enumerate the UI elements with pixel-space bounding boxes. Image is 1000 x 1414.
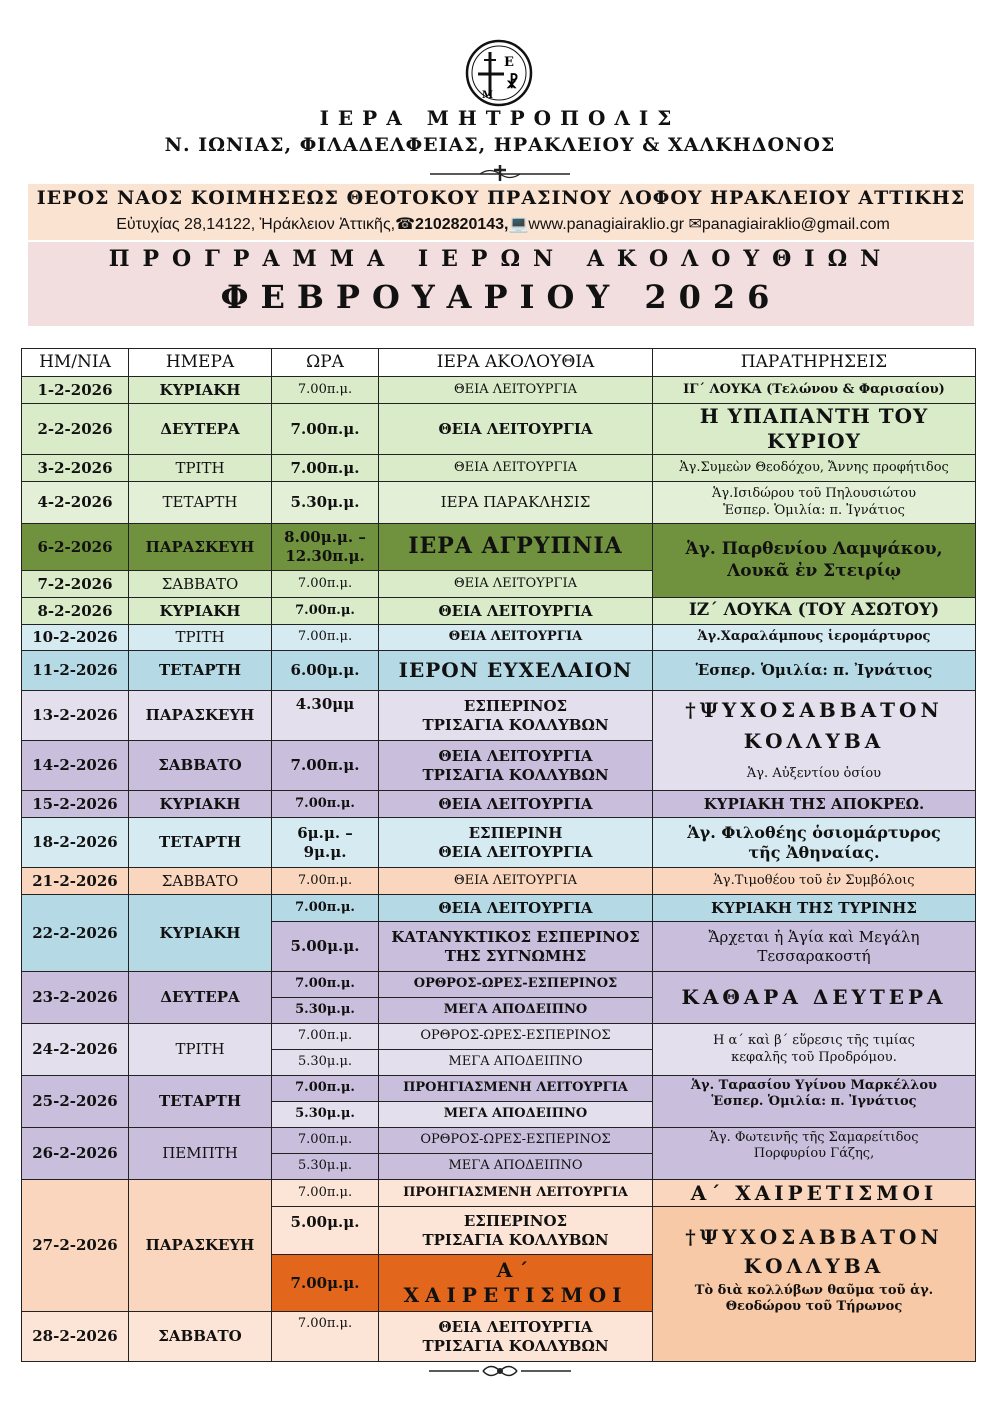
day-cell: ΤΡΙΤΗ: [129, 1024, 272, 1076]
svg-text:Ε: Ε: [504, 55, 514, 70]
time-cell: 7.00π.μ.: [272, 1076, 379, 1102]
note-line: †ΨΥΧΟΣΑΒΒΑΤΟΝ: [685, 1225, 943, 1249]
day-cell: ΠΕΜΠΤΗ: [129, 1128, 272, 1180]
date-cell: 15-2-2026: [22, 791, 129, 818]
note-line: Ἁγ. Παρθενίου Λαμψάκου,: [685, 539, 943, 560]
note-cell: ΚΥΡΙΑΚΗ ΤΗΣ ΑΠΟΚΡΕΩ.: [653, 791, 976, 818]
note-line: Ἁγ. Φωτεινῆς τῆς Σαμαρείτιδος: [709, 1130, 919, 1145]
address-text: Εὐτυχίας 28,14122, Ἡράκλειον Ἀττικῆς,: [116, 216, 396, 233]
time-cell: 7.00π.μ.: [272, 1024, 379, 1050]
day-cell: ΚΥΡΙΑΚΗ: [129, 377, 272, 404]
day-cell: ΤΡΙΤΗ: [129, 455, 272, 482]
service-cell: ΘΕΙΑ ΛΕΙΤΟΥΡΓΙΑ: [379, 571, 653, 598]
time-cell: 7.00π.μ.: [272, 791, 379, 818]
note-line: †ΨΥΧΟΣΑΒΒΑΤΟΝ: [685, 698, 943, 723]
service-line: ΕΣΠΕΡΙΝΗ: [468, 823, 563, 842]
day-cell: ΚΥΡΙΑΚΗ: [129, 791, 272, 818]
service-line: ΚΑΤΑΝΥΚΤΙΚΟΣ ΕΣΠΕΡΙΝΟΣ: [391, 927, 640, 946]
day-cell: ΣΑΒΒΑΤΟ: [129, 571, 272, 598]
time-cell: 7.00μ.μ.: [272, 1255, 379, 1312]
service-line: ΧΑΙΡΕΤΙΣΜΟΙ: [403, 1283, 628, 1307]
note-cell: [653, 1128, 976, 1180]
time-cell: [272, 818, 379, 868]
time-cell: 6.00μ.μ.: [272, 651, 379, 691]
date-cell: 10-2-2026: [22, 625, 129, 651]
day-cell: ΔΕΥΤΕΡΑ: [129, 404, 272, 455]
note-cell: ΚΥΡΙΑΚΗ ΤΗΣ ΤΥΡΙΝΗΣ: [653, 895, 976, 922]
service-line: ΘΕΙΑ ΛΕΙΤΟΥΡΓΙΑ: [438, 746, 593, 765]
note-cell: Ἁγ.Συμεὼν Θεοδόχου, Ἄννης προφήτιδος: [653, 455, 976, 482]
time-cell: 7.00π.μ.: [272, 741, 379, 791]
note-cell: Ἁγ.Τιμοθέου τοῦ ἐν Συμβόλοις: [653, 868, 976, 895]
time-line: 9μ.μ.: [303, 842, 347, 861]
time-line: 8.00μ.μ. –: [284, 528, 366, 547]
note-line: Ἁγ. Φιλοθέης ὁσιομάρτυρος: [687, 822, 941, 842]
note-cell: ΙΓ΄ ΛΟΥΚΑ (Τελώνου & Φαρισαίου): [653, 377, 976, 404]
service-line: ΕΣΠΕΡΙΝΟΣ: [463, 696, 568, 715]
service-cell: [379, 1255, 653, 1312]
time-cell: 5.00μ.μ.: [272, 922, 379, 972]
col-date-header: ΗΜ/ΝΙΑ: [22, 349, 129, 377]
time-cell: 7.00π.μ.: [272, 455, 379, 482]
date-cell: 23-2-2026: [22, 972, 129, 1024]
table-row: [22, 691, 976, 741]
day-cell: ΣΑΒΒΑΤΟ: [129, 1312, 272, 1362]
service-cell: ΘΕΙΑ ΛΕΙΤΟΥΡΓΙΑ: [379, 377, 653, 404]
service-line: ΤΡΙΣΑΓΙΑ ΚΟΛΛΥΒΩΝ: [422, 1230, 609, 1249]
table-row: [22, 1128, 976, 1154]
service-cell: ΘΕΙΑ ΛΕΙΤΟΥΡΓΙΑ: [379, 455, 653, 482]
table-row: [22, 651, 976, 691]
time-cell: 5.00μ.μ.: [272, 1207, 379, 1255]
note-cell: [653, 922, 976, 972]
service-cell: ΜΕΓΑ ΑΠΟΔΕΙΠΝΟ: [379, 998, 653, 1024]
time-cell: 5.30μ.μ.: [272, 998, 379, 1024]
note-cell: ΚΑΘΑΡΑ ΔΕΥΤΕΡΑ: [653, 972, 976, 1024]
note-line: Θεοδώρου τοῦ Τήρωνος: [725, 1299, 903, 1315]
time-line: 6μ.μ. –: [297, 823, 353, 842]
service-cell: ΜΕΓΑ ΑΠΟΔΕΙΠΝΟ: [379, 1154, 653, 1180]
note-line: Η α΄ καὶ β΄ εὕρεσις τῆς τιμίας: [713, 1033, 915, 1049]
table-row: [22, 791, 976, 818]
note-cell: Α΄ ΧΑΙΡΕΤΙΣΜΟΙ: [653, 1180, 976, 1207]
church-info-band: [28, 184, 974, 240]
date-cell: 28-2-2026: [22, 1312, 129, 1362]
note-line: Ἑσπερ. Ὁμιλία: π. Ἰγνάτιος: [711, 1094, 917, 1110]
date-cell: 26-2-2026: [22, 1128, 129, 1180]
note-cell: ΙΖ΄ ΛΟΥΚΑ (ΤΟΥ ΑΣΩΤΟΥ): [653, 598, 976, 625]
time-cell: 7.00π.μ.: [272, 377, 379, 404]
metropolis-subtitle: Ν. ΙΩΝΙΑΣ, ΦΙΛΑΔΕΛΦΕΙΑΣ, ΗΡΑΚΛΕΙΟΥ & ΧΑΛΚΗΔΟΝΟΣ: [164, 134, 836, 156]
note-line: ΚΟΛΛΥΒΑ: [743, 729, 885, 754]
table-row: [22, 377, 976, 404]
day-cell: ΤΕΤΑΡΤΗ: [129, 651, 272, 691]
service-cell: ΘΕΙΑ ΛΕΙΤΟΥΡΓΙΑ: [379, 404, 653, 455]
program-month: ΦΕΒΡΟΥΑΡΙΟΥ 2026: [220, 278, 782, 316]
day-cell: ΚΥΡΙΑΚΗ: [129, 895, 272, 972]
time-cell: [272, 524, 379, 571]
note-cell: [653, 818, 976, 868]
table-row: [22, 868, 976, 895]
col-day-header: ΗΜΕΡΑ: [129, 349, 272, 377]
service-cell: [379, 922, 653, 972]
note-line: Ἁγ. Αὐξεντίου ὁσίου: [746, 766, 882, 782]
service-cell: ΟΡΘΡΟΣ-ΩΡΕΣ-ΕΣΠΕΡΙΝΟΣ: [379, 1128, 653, 1154]
service-cell: ΟΡΘΡΟΣ-ΩΡΕΣ-ΕΣΠΕΡΙΝΟΣ: [379, 972, 653, 998]
table-row: [22, 524, 976, 571]
time-cell: 7.00π.μ.: [272, 895, 379, 922]
note-line: Ἑσπερ. Ὁμιλία: π. Ἰγνάτιος: [723, 502, 905, 518]
time-cell: 7.00π.μ.: [272, 625, 379, 651]
time-cell: 7.00π.μ.: [272, 1180, 379, 1207]
service-cell: ΘΕΙΑ ΛΕΙΤΟΥΡΓΙΑ: [379, 791, 653, 818]
date-cell: 4-2-2026: [22, 482, 129, 524]
date-cell: 24-2-2026: [22, 1024, 129, 1076]
time-cell: 5.30μ.μ.: [272, 482, 379, 524]
service-line: ΤΡΙΣΑΓΙΑ ΚΟΛΛΥΒΩΝ: [422, 1336, 609, 1355]
table-row: [22, 1180, 976, 1207]
note-cell: Η ΥΠΑΠΑΝΤΗ ΤΟΥ ΚΥΡΙΟΥ: [653, 404, 976, 455]
service-cell: ΘΕΙΑ ΛΕΙΤΟΥΡΓΙΑ: [379, 625, 653, 651]
date-cell: 2-2-2026: [22, 404, 129, 455]
service-cell: [379, 1312, 653, 1362]
note-line: Ἁγ. Ταρασίου Υγίνου Μαρκέλλου: [690, 1078, 938, 1093]
date-cell: 25-2-2026: [22, 1076, 129, 1128]
date-cell: 14-2-2026: [22, 741, 129, 791]
date-cell: 3-2-2026: [22, 455, 129, 482]
cross-ornament-icon: [420, 164, 580, 182]
date-cell: 27-2-2026: [22, 1180, 129, 1312]
day-cell: ΤΕΤΑΡΤΗ: [129, 1076, 272, 1128]
table-row: [22, 625, 976, 651]
service-cell: ΠΡΟΗΓΙΑΣΜΕΝΗ ΛΕΙΤΟΥΡΓΙΑ: [379, 1180, 653, 1207]
note-cell: [653, 482, 976, 524]
service-cell: [379, 1207, 653, 1255]
note-line: Τεσσαρακοστή: [757, 946, 871, 965]
note-line: Ἁγ.Ισιδώρου τοῦ Πηλουσιώτου: [712, 486, 916, 502]
church-contact: [38, 214, 968, 234]
table-row: [22, 455, 976, 482]
day-cell: ΣΑΒΒΑΤΟ: [129, 868, 272, 895]
date-cell: 11-2-2026: [22, 651, 129, 691]
date-cell: 21-2-2026: [22, 868, 129, 895]
time-cell: 4.30μμ: [272, 691, 379, 741]
date-cell: 22-2-2026: [22, 895, 129, 972]
service-line: ΤΡΙΣΑΓΙΑ ΚΟΛΛΥΒΩΝ: [422, 765, 609, 784]
table-row: [22, 404, 976, 455]
time-cell: 7.00π.μ.: [272, 972, 379, 998]
table-row: [22, 895, 976, 922]
church-name: ΙΕΡΟΣ ΝΑΟΣ ΚΟΙΜΗΣΕΩΣ ΘΕΟΤΟΚΟΥ ΠΡΑΣΙΝΟΥ ΛΟΦΟΥ ΗΡΑΚΛΕΙΟΥ ΑΤΤΙΚΗΣ: [36, 187, 966, 209]
note-cell: [653, 1076, 976, 1128]
date-cell: 7-2-2026: [22, 571, 129, 598]
note-line: Πορφυρίου Γάζης,: [753, 1146, 875, 1162]
service-line: ΘΕΙΑ ΛΕΙΤΟΥΡΓΙΑ: [438, 842, 593, 861]
day-cell: ΠΑΡΑΣΚΕΥΗ: [129, 1180, 272, 1312]
day-cell: ΠΑΡΑΣΚΕΥΗ: [129, 524, 272, 571]
mail-icon: ✉: [688, 216, 702, 233]
note-cell: [653, 1024, 976, 1076]
note-line: Τὸ διὰ κολλύβων θαῦμα τοῦ ἁγ.: [694, 1283, 934, 1298]
time-cell: 7.00π.μ.: [272, 1312, 379, 1362]
col-service-header: ΙΕΡΑ ΑΚΟΛΟΥΘΙΑ: [379, 349, 653, 377]
note-cell: [653, 524, 976, 598]
table-row: [22, 1076, 976, 1102]
time-cell: 7.00π.μ.: [272, 868, 379, 895]
table-row: [22, 818, 976, 868]
note-line: τῆς Ἀθηναίας.: [748, 842, 880, 862]
phone-number: 2102820143,: [415, 216, 509, 233]
note-cell: Ἑσπερ. Ὁμιλία: π. Ἰγνάτιος: [653, 651, 976, 691]
date-cell: 18-2-2026: [22, 818, 129, 868]
metropolis-title: ΙΕΡΑ ΜΗΤΡΟΠΟΛΙΣ: [319, 106, 681, 130]
service-line: Α΄: [496, 1258, 535, 1282]
note-line: ΚΟΛΛΥΒΑ: [743, 1254, 885, 1278]
day-cell: ΤΕΤΑΡΤΗ: [129, 818, 272, 868]
table-row: [22, 598, 976, 625]
col-notes-header: ΠΑΡΑΤΗΡΗΣΕΙΣ: [653, 349, 976, 377]
time-cell: 5.30μ.μ.: [272, 1102, 379, 1128]
service-line: ΘΕΙΑ ΛΕΙΤΟΥΡΓΙΑ: [438, 1317, 593, 1336]
day-cell: ΤΕΤΑΡΤΗ: [129, 482, 272, 524]
day-cell: ΚΥΡΙΑΚΗ: [129, 598, 272, 625]
date-cell: 13-2-2026: [22, 691, 129, 741]
computer-icon: 💻: [508, 216, 529, 233]
table-row: [22, 1024, 976, 1050]
service-cell: ΜΕΓΑ ΑΠΟΔΕΙΠΝΟ: [379, 1050, 653, 1076]
day-cell: ΔΕΥΤΕΡΑ: [129, 972, 272, 1024]
service-cell: ΜΕΓΑ ΑΠΟΔΕΙΠΝΟ: [379, 1102, 653, 1128]
service-cell: [379, 691, 653, 741]
email-link[interactable]: panagiairaklio@gmail.com: [701, 216, 890, 233]
svg-text:Μ: Μ: [482, 90, 494, 101]
time-cell: 7.00π.μ.: [272, 598, 379, 625]
note-cell: Ἁγ.Χαραλάμπους ἱερομάρτυρος: [653, 625, 976, 651]
schedule-table: [21, 348, 976, 1362]
program-band: [28, 242, 974, 326]
date-cell: 8-2-2026: [22, 598, 129, 625]
time-cell: 5.30μ.μ.: [272, 1050, 379, 1076]
day-cell: ΣΑΒΒΑΤΟ: [129, 741, 272, 791]
time-cell: 5.30μ.μ.: [272, 1154, 379, 1180]
time-cell: 7.00π.μ.: [272, 571, 379, 598]
service-cell: [379, 741, 653, 791]
service-cell: ΘΕΙΑ ΛΕΙΤΟΥΡΓΙΑ: [379, 895, 653, 922]
table-row: [22, 482, 976, 524]
table-row: [22, 972, 976, 998]
time-cell: 7.00π.μ.: [272, 1128, 379, 1154]
note-line: Ἄρχεται ἡ Ἁγία καὶ Μεγάλη: [708, 927, 920, 946]
service-cell: ΘΕΙΑ ΛΕΙΤΟΥΡΓΙΑ: [379, 868, 653, 895]
service-cell: ΙΕΡΟΝ ΕΥΧΕΛΑΙΟΝ: [379, 651, 653, 691]
program-title: ΠΡΟΓΡΑΜΜΑ ΙΕΡΩΝ ΑΚΟΛΟΥΘΙΩΝ: [108, 246, 894, 272]
phone-icon: ☎: [395, 216, 416, 233]
date-cell: 6-2-2026: [22, 524, 129, 571]
footer-ornament-icon: [425, 1358, 575, 1384]
note-cell: [653, 1207, 976, 1362]
service-cell: ΟΡΘΡΟΣ-ΩΡΕΣ-ΕΣΠΕΡΙΝΟΣ: [379, 1024, 653, 1050]
time-cell: 7.00π.μ.: [272, 404, 379, 455]
service-cell: [379, 818, 653, 868]
service-cell: ΘΕΙΑ ΛΕΙΤΟΥΡΓΙΑ: [379, 598, 653, 625]
metropolis-seal: [464, 38, 534, 108]
day-cell: ΤΡΙΤΗ: [129, 625, 272, 651]
service-cell: ΠΡΟΗΓΙΑΣΜΕΝΗ ΛΕΙΤΟΥΡΓΙΑ: [379, 1076, 653, 1102]
day-cell: ΠΑΡΑΣΚΕΥΗ: [129, 691, 272, 741]
svg-text:☧: ☧: [506, 73, 519, 92]
service-cell: ΙΕΡΑ ΑΓΡΥΠΝΙΑ: [379, 524, 653, 571]
note-line: Λουκᾶ ἐν Στειρίῳ: [727, 560, 901, 581]
col-time-header: ΩΡΑ: [272, 349, 379, 377]
website-link[interactable]: www.panagiairaklio.gr: [528, 216, 685, 233]
table-header: [22, 349, 976, 377]
service-line: ΤΗΣ ΣΥΓΝΩΜΗΣ: [444, 946, 587, 965]
service-line: ΤΡΙΣΑΓΙΑ ΚΟΛΛΥΒΩΝ: [422, 715, 609, 734]
note-line: κεφαλῆς τοῦ Προδρόμου.: [731, 1049, 897, 1065]
note-cell: [653, 691, 976, 791]
date-cell: 1-2-2026: [22, 377, 129, 404]
service-cell: ΙΕΡΑ ΠΑΡΑΚΛΗΣΙΣ: [379, 482, 653, 524]
time-line: 12.30π.μ.: [285, 547, 365, 565]
service-line: ΕΣΠΕΡΙΝΟΣ: [463, 1211, 568, 1230]
